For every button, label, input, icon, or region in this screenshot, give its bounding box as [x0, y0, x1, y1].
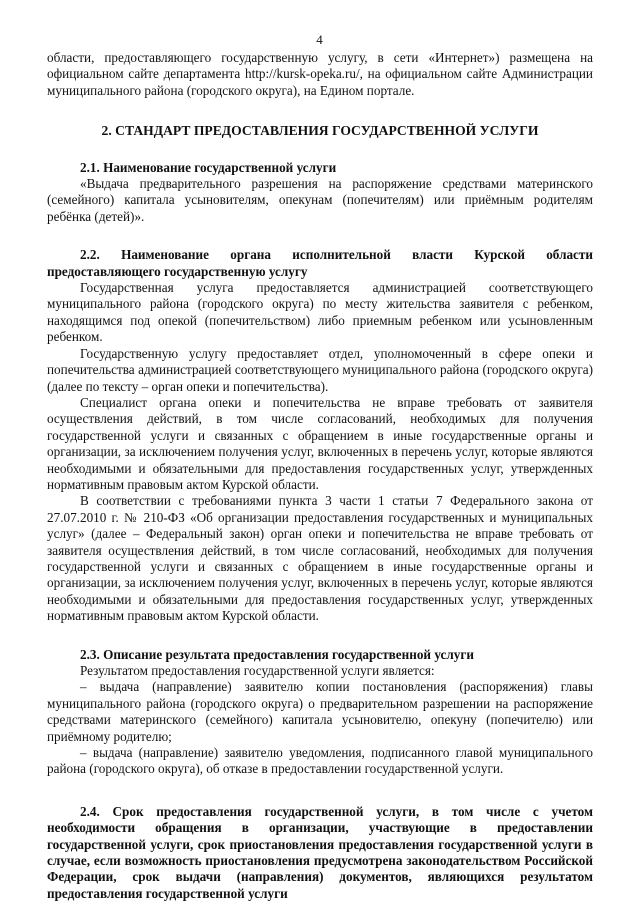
- paragraph: Результатом предоставления государственной услуги является:: [80, 663, 435, 678]
- section-2-3: [47, 647, 593, 778]
- chapter-title: 2. СТАНДАРТ ПРЕДОСТАВЛЕНИЯ ГОСУДАРСТВЕННОЙ УСЛУГИ: [101, 123, 539, 139]
- section-title: 2.3. Описание результата предоставления государственной услуги: [80, 646, 474, 662]
- list-item: – выдача (направление) заявителю копии постановления (распоряжения) главы муниципального района (городского округа) о предварительном разрешении на распоряжение средствами материнского (семейного) капитала усыновителю, опекуну (попечителю) или приёмному родителю;: [47, 679, 593, 744]
- list-item: – выдача (направление) заявителю уведомления, подписанного главой муниципального района (городского округа), об отказе в предоставлении государственной услуги.: [47, 745, 593, 777]
- paragraph: В соответствии с требованиями пункта 3 части 1 статьи 7 Федерального закона от 27.07.2010 г. № 210-ФЗ «Об организации предоставления государственных и муниципальных услуг» (далее – Федеральный закон) орган опеки и попечительства не вправе требовать от заявителя осуществления действий, в том числе согласований, необходимых для получения государственной услуги и связанных с обращением в иные государственные органы и организации, за исключением получения услуг, включенных в перечень услуг, которые являются необходимыми и обязательными для предоставления государственных услуг, утвержденных нормативным правовым актом Курской области.: [47, 493, 593, 624]
- section-2-1: [47, 160, 593, 226]
- page-number: 4: [316, 32, 323, 47]
- paragraph: «Выдача предварительного разрешения на распоряжение средствами материнского (семейного) капитала усыновителям, опекунам (попечителям) или приёмным родителям ребёнка (детей)».: [47, 176, 593, 224]
- section-title: 2.1. Наименование государственной услуги: [80, 159, 337, 175]
- section-title: 2.4. Срок предоставления государственной услуги, в том числе с учетом необходимости обращения в организации, участвующие в предоставлении государственной услуги, срок приостановления предоставления государственной услуги в случае, если возможность приостановления предусмотрена законодательством Российской Федерации, срок выдачи (направления) документов, являющихся результатом предоставления государственной услуги: [47, 803, 593, 901]
- document-body: [47, 50, 593, 902]
- section-2-2: [47, 247, 593, 624]
- paragraph: Специалист органа опеки и попечительства не вправе требовать от заявителя осуществления действий, в том числе согласований, необходимых для получения государственной услуги и связанных с обращением в иные государственные органы и организации, за исключением получения услуг, включенных в перечень услуг, которые являются необходимыми и обязательными для предоставления государственных услуг, утвержденных нормативным правовым актом Курской области.: [47, 394, 593, 492]
- paragraph: Государственная услуга предоставляется администрацией соответствующего муниципального района (городского округа) по месту жительства заявителя с ребенком, находящимся под опекой (попечительством) либо приемным ребенком или усыновленным ребенком.: [47, 280, 593, 345]
- paragraph: Государственную услугу предоставляет отдел, уполномоченный в сфере опеки и попечительства администрацией соответствующего муниципального района (городского округа) (далее по тексту – орган опеки и попечительства).: [47, 345, 593, 394]
- section-title: 2.2. Наименование органа исполнительной власти Курской области предоставляющего государственную услугу: [47, 247, 593, 279]
- section-2-4: [47, 804, 593, 902]
- intro-paragraph: области, предоставляющего государственную услугу, в сети «Интернет») размещена на официальном сайте департамента http://kursk-opeka.ru/, на официальном сайте Администрации муниципального района (городского округа), на Едином портале.: [47, 50, 593, 98]
